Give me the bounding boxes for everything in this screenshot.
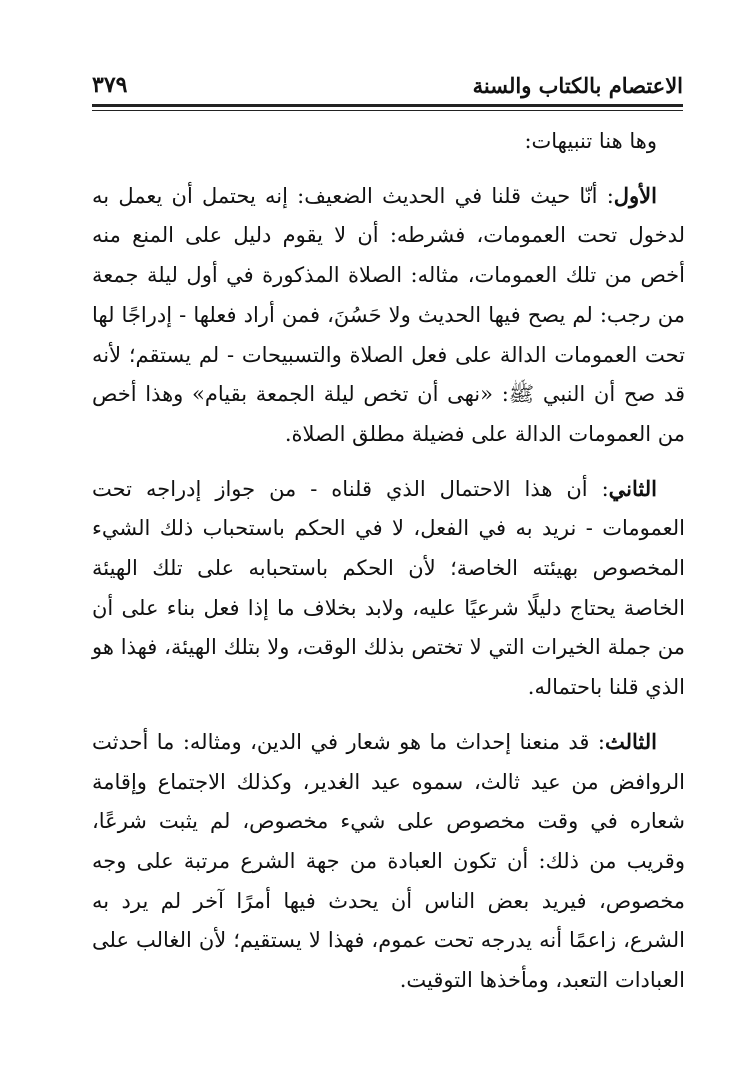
paragraph-lead: الأول [613, 182, 657, 208]
paragraph-text: : أنّا حيث قلنا في الحديث الضعيف: إنه يحتمل أن يعمل به لدخول تحت العمومات، فشرطه: أن لا يقوم دليل على المنع منه أخص من تلك العمومات، مثاله: الصلاة المذكورة في أول ليلة جمعة من رجب: لم يصح فيها الحديث ولا حَسُنَ، فمن أراد فعلها - إدراجًا لها تحت العمومات الدالة على فعل الصلاة والتسبيحات - لم يستقم؛ لأنه قد صح أن النبي ﷺ: «نهى أن تخص ليلة الجمعة بقيام» وهذا أخص من العمومات الدالة على فضيلة مطلق الصلاة. [92, 183, 685, 446]
paragraph-lead: الثالث [605, 728, 657, 754]
header-rule-thick [92, 104, 683, 107]
paragraph-third [92, 722, 685, 1001]
intro-line: وها هنا تنبيهات: [524, 129, 657, 153]
header-rule-thin [92, 110, 683, 111]
body-text [92, 122, 685, 1015]
paragraph-text: : أن هذا الاحتمال الذي قلناه - من جواز إدراجه تحت العمومات - نريد به في الفعل، لا في الحكم باستحباب ذلك الشيء المخصوص بهيئته الخاصة؛ لأن الحكم باستحبابه على تلك الهيئة الخاصة يحتاج دليلًا شرعيًا عليه، ولابد بخلاف ما إذا فعل بناء على أن من جملة الخيرات التي لا تختص بذلك الوقت، ولا بتلك الهيئة، فهذا هو الذي قلنا باحتماله. [92, 476, 685, 700]
paragraph-lead: الثاني [608, 475, 657, 501]
paragraph-first [92, 176, 685, 455]
paragraph-second [92, 469, 685, 708]
page-number: ٣٧٩ [92, 72, 128, 98]
page-header [92, 58, 683, 98]
paragraph-text: : قد منعنا إحداث ما هو شعار في الدين، ومثاله: ما أحدثت الروافض من عيد ثالث، سموه عيد الغدير، وكذلك الاجتماع وإقامة شعاره في وقت مخصوص على شيء مخصوص، لم يثبت شرعًا، وقريب من ذلك: أن تكون العبادة من جهة الشرع مرتبة على وجه مخصوص، فيريد بعض الناس أن يحدث فيها أمرًا آخر لم يرد به الشرع، زاعمًا أنه يدرجه تحت عموم، فهذا لا يستقيم؛ لأن الغالب على العبادات التعبد، ومأخذها التوقيت. [92, 729, 685, 993]
running-title: الاعتصام بالكتاب والسنة [472, 73, 683, 98]
